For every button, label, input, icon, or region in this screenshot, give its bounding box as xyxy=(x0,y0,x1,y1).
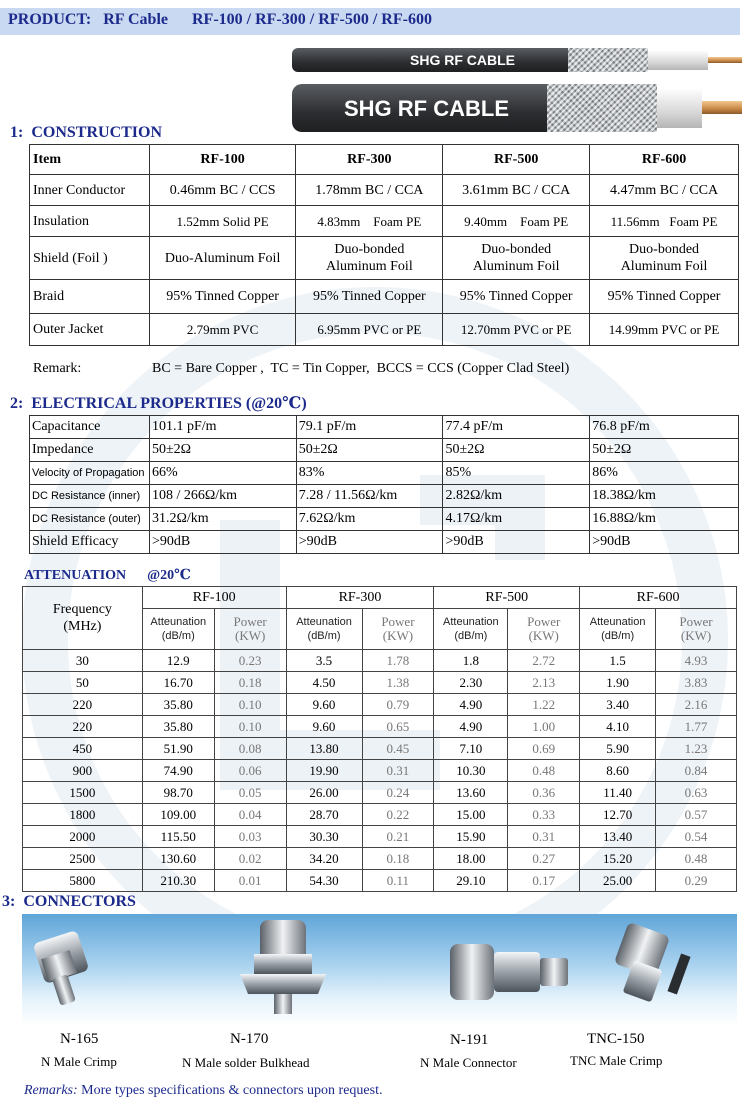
power-cell: 1.78 xyxy=(362,650,434,672)
attenuation-cell: 25.00 xyxy=(580,870,656,892)
frequency-cell: 450 xyxy=(23,738,143,760)
model-header: RF-600 xyxy=(580,587,737,609)
attenuation-cell: 30.30 xyxy=(286,826,362,848)
power-cell: 0.31 xyxy=(508,826,580,848)
header-cell: RF-500 xyxy=(443,145,590,175)
power-cell: 0.05 xyxy=(214,782,286,804)
table-cell: 95% Tinned Copper xyxy=(590,280,739,314)
attenuation-cell: 51.90 xyxy=(142,738,214,760)
table-row xyxy=(23,826,737,848)
header-cell: RF-300 xyxy=(296,145,443,175)
attenuation-cell: 5.90 xyxy=(580,738,656,760)
table-cell: 7.62Ω/km xyxy=(296,508,443,531)
row-label: Capacitance xyxy=(30,416,150,439)
attenuation-cell: 13.80 xyxy=(286,738,362,760)
connector-n165-icon xyxy=(33,930,90,1006)
connector-code: N-170 xyxy=(230,1031,269,1047)
row-label: Braid xyxy=(30,280,150,314)
table-cell: 4.47mm BC / CCA xyxy=(590,175,739,206)
attenuation-cell: 3.5 xyxy=(286,650,362,672)
attenuation-cell: 130.60 xyxy=(142,848,214,870)
power-cell: 0.18 xyxy=(362,848,434,870)
table-cell: 77.4 pF/m xyxy=(443,416,590,439)
attenuation-subheader xyxy=(142,609,214,650)
attenuation-cell: 16.70 xyxy=(142,672,214,694)
power-cell: 1.23 xyxy=(656,738,737,760)
frequency-label: Frequency xyxy=(52,602,112,617)
frequency-cell: 220 xyxy=(23,694,143,716)
row-label: Insulation xyxy=(30,206,150,237)
attenuation-subheader xyxy=(580,609,656,650)
table-cell: 16.88Ω/km xyxy=(590,508,739,531)
table-cell: Duo-Aluminum Foil xyxy=(149,237,296,280)
remark-text: BC = Bare Copper , TC = Tin Copper, BCCS = CCS (Copper Clad Steel) xyxy=(152,361,570,376)
power-cell: 0.01 xyxy=(214,870,286,892)
attenuation-cell: 1.90 xyxy=(580,672,656,694)
att-unit: (dB/m) xyxy=(161,630,195,642)
table-row xyxy=(23,672,737,694)
table-row xyxy=(23,782,737,804)
power-cell: 0.57 xyxy=(656,804,737,826)
attenuation-table xyxy=(22,586,737,892)
row-label: Velocity of Propagation xyxy=(30,462,150,485)
attenuation-subheader xyxy=(286,609,362,650)
att-label: Atteunation xyxy=(150,616,207,628)
attenuation-cell: 19.90 xyxy=(286,760,362,782)
connector-n191-icon xyxy=(450,944,568,1000)
table-cell: 79.1 pF/m xyxy=(296,416,443,439)
table-row xyxy=(23,738,737,760)
attenuation-cell: 3.40 xyxy=(580,694,656,716)
attenuation-cell: 15.90 xyxy=(434,826,508,848)
att-label: Atteunation xyxy=(589,616,646,628)
table-cell: >90dB xyxy=(296,531,443,554)
connectors-title: 3: CONNECTORS xyxy=(2,893,136,910)
header-cell: RF-100 xyxy=(149,145,296,175)
power-cell: 4.93 xyxy=(656,650,737,672)
connector-tnc150-icon xyxy=(614,922,691,1003)
attenuation-cell: 28.70 xyxy=(286,804,362,826)
power-cell: 0.33 xyxy=(508,804,580,826)
power-cell: 0.17 xyxy=(508,870,580,892)
power-cell: 0.03 xyxy=(214,826,286,848)
remark-label: Remark: xyxy=(33,361,82,376)
table-row xyxy=(23,716,737,738)
pow-unit: (KW) xyxy=(680,628,712,643)
att-unit: (dB/m) xyxy=(307,630,341,642)
table-cell: 6.95mm PVC or PE xyxy=(296,314,443,346)
power-cell: 0.65 xyxy=(362,716,434,738)
power-cell: 0.31 xyxy=(362,760,434,782)
attenuation-cell: 74.90 xyxy=(142,760,214,782)
power-cell: 0.18 xyxy=(214,672,286,694)
attenuation-cell: 13.40 xyxy=(580,826,656,848)
row-label: Outer Jacket xyxy=(30,314,150,346)
table-cell: Duo-bonded Aluminum Foil xyxy=(443,237,590,280)
power-subheader xyxy=(214,609,286,650)
construction-title: 1: CONSTRUCTION xyxy=(10,124,163,141)
table-cell: >90dB xyxy=(590,531,739,554)
attenuation-cell: 4.90 xyxy=(434,716,508,738)
table-row xyxy=(30,206,739,237)
connector-desc: N Male solder Bulkhead xyxy=(182,1055,310,1070)
connectors-image xyxy=(22,914,737,1026)
frequency-header xyxy=(23,587,143,650)
table-cell: Duo-bonded Aluminum Foil xyxy=(590,237,739,280)
row-label: Impedance xyxy=(30,439,150,462)
power-cell: 2.72 xyxy=(508,650,580,672)
attenuation-cell: 10.30 xyxy=(434,760,508,782)
table-cell: 95% Tinned Copper xyxy=(296,280,443,314)
attenuation-title: ATTENUATION @20℃ xyxy=(24,568,191,583)
table-cell: 4.83mm Foam PE xyxy=(296,206,443,237)
power-cell: 0.84 xyxy=(656,760,737,782)
pow-unit: (KW) xyxy=(382,628,414,643)
power-cell: 0.02 xyxy=(214,848,286,870)
table-cell: 11.56mm Foam PE xyxy=(590,206,739,237)
attenuation-cell: 98.70 xyxy=(142,782,214,804)
att-label: Atteunation xyxy=(296,616,352,628)
attenuation-cell: 1.8 xyxy=(434,650,508,672)
power-cell: 0.79 xyxy=(362,694,434,716)
table-cell: >90dB xyxy=(149,531,296,554)
table-row xyxy=(30,416,739,439)
footer-remarks-text: More types specifications & connectors upon request. xyxy=(81,1083,383,1098)
table-cell: 4.17Ω/km xyxy=(443,508,590,531)
pow-unit: (KW) xyxy=(234,628,266,643)
table-cell: 0.46mm BC / CCS xyxy=(149,175,296,206)
power-cell: 3.83 xyxy=(656,672,737,694)
row-label: Shield (Foil ) xyxy=(30,237,150,280)
power-cell: 0.27 xyxy=(508,848,580,870)
table-cell: 2.82Ω/km xyxy=(443,485,590,508)
table-cell: 76.8 pF/m xyxy=(590,416,739,439)
power-cell: 0.04 xyxy=(214,804,286,826)
attenuation-cell: 54.30 xyxy=(286,870,362,892)
footer-remarks xyxy=(24,1083,382,1099)
table-cell: >90dB xyxy=(443,531,590,554)
pow-unit: (KW) xyxy=(528,628,559,643)
footer-remarks-label: Remarks: xyxy=(24,1083,78,1098)
table-cell: 7.28 / 11.56Ω/km xyxy=(296,485,443,508)
model-header: RF-500 xyxy=(434,587,580,609)
header-cell: RF-600 xyxy=(590,145,739,175)
attenuation-cell: 210.30 xyxy=(142,870,214,892)
table-cell: 95% Tinned Copper xyxy=(149,280,296,314)
table-cell: 66% xyxy=(149,462,296,485)
power-cell: 0.48 xyxy=(656,848,737,870)
attenuation-cell: 4.10 xyxy=(580,716,656,738)
frequency-cell: 30 xyxy=(23,650,143,672)
frequency-cell: 1800 xyxy=(23,804,143,826)
attenuation-cell: 34.20 xyxy=(286,848,362,870)
attenuation-cell: 9.60 xyxy=(286,694,362,716)
row-label: Inner Conductor xyxy=(30,175,150,206)
table-cell: 2.79mm PVC xyxy=(149,314,296,346)
power-cell: 1.00 xyxy=(508,716,580,738)
attenuation-cell: 4.90 xyxy=(434,694,508,716)
pow-label: Power xyxy=(527,614,561,629)
table-row xyxy=(23,760,737,782)
table-row xyxy=(30,485,739,508)
power-cell: 0.11 xyxy=(362,870,434,892)
pow-label: Power xyxy=(381,614,415,629)
attenuation-cell: 15.20 xyxy=(580,848,656,870)
construction-table xyxy=(29,144,739,346)
attenuation-cell: 7.10 xyxy=(434,738,508,760)
table-cell: 50±2Ω xyxy=(590,439,739,462)
attenuation-subheader xyxy=(434,609,508,650)
attenuation-cell: 4.50 xyxy=(286,672,362,694)
table-cell: 86% xyxy=(590,462,739,485)
table-row xyxy=(30,175,739,206)
frequency-cell: 1500 xyxy=(23,782,143,804)
table-row xyxy=(30,531,739,554)
attenuation-cell: 11.40 xyxy=(580,782,656,804)
cable-image-small xyxy=(292,48,742,74)
frequency-cell: 2500 xyxy=(23,848,143,870)
power-cell: 0.63 xyxy=(656,782,737,804)
power-cell: 2.16 xyxy=(656,694,737,716)
table-cell: 95% Tinned Copper xyxy=(443,280,590,314)
header-cell: Item xyxy=(30,145,150,175)
cable-print-small: SHG RF CABLE xyxy=(410,52,515,68)
power-cell: 0.22 xyxy=(362,804,434,826)
power-subheader xyxy=(656,609,737,650)
frequency-cell: 220 xyxy=(23,716,143,738)
connector-n170-icon xyxy=(240,920,326,1014)
attenuation-cell: 1.5 xyxy=(580,650,656,672)
power-cell: 0.69 xyxy=(508,738,580,760)
cable-image-large xyxy=(292,84,742,134)
table-cell: 85% xyxy=(443,462,590,485)
table-row xyxy=(30,280,739,314)
table-cell: 101.1 pF/m xyxy=(149,416,296,439)
power-cell: 2.13 xyxy=(508,672,580,694)
table-row xyxy=(23,848,737,870)
table-row xyxy=(23,694,737,716)
power-cell: 0.06 xyxy=(214,760,286,782)
frequency-cell: 900 xyxy=(23,760,143,782)
product-title: PRODUCT: RF Cable RF-100 / RF-300 / RF-500 / RF-600 xyxy=(8,11,432,28)
power-cell: 0.23 xyxy=(214,650,286,672)
power-cell: 1.22 xyxy=(508,694,580,716)
frequency-cell: 5800 xyxy=(23,870,143,892)
attenuation-cell: 8.60 xyxy=(580,760,656,782)
attenuation-cell: 2.30 xyxy=(434,672,508,694)
power-subheader xyxy=(362,609,434,650)
table-row xyxy=(30,462,739,485)
attenuation-cell: 26.00 xyxy=(286,782,362,804)
attenuation-cell: 109.00 xyxy=(142,804,214,826)
row-label: DC Resistance (outer) xyxy=(30,508,150,531)
power-cell: 0.24 xyxy=(362,782,434,804)
table-cell: 1.52mm Solid PE xyxy=(149,206,296,237)
frequency-unit: (MHz) xyxy=(63,619,102,634)
table-cell: 12.70mm PVC or PE xyxy=(443,314,590,346)
power-subheader xyxy=(508,609,580,650)
power-cell: 0.21 xyxy=(362,826,434,848)
pow-label: Power xyxy=(233,614,267,629)
table-cell: 3.61mm BC / CCA xyxy=(443,175,590,206)
table-cell: 108 / 266Ω/km xyxy=(149,485,296,508)
att-label: Atteunation xyxy=(443,616,499,628)
table-cell: 50±2Ω xyxy=(443,439,590,462)
power-cell: 0.08 xyxy=(214,738,286,760)
table-row xyxy=(30,508,739,531)
table-cell: 14.99mm PVC or PE xyxy=(590,314,739,346)
table-row xyxy=(23,804,737,826)
electrical-table xyxy=(29,415,739,554)
attenuation-cell: 13.60 xyxy=(434,782,508,804)
attenuation-cell: 12.70 xyxy=(580,804,656,826)
table-row xyxy=(23,870,737,892)
table-row xyxy=(30,237,739,280)
table-row xyxy=(30,439,739,462)
table-row xyxy=(23,650,737,672)
model-header: RF-100 xyxy=(142,587,286,609)
table-cell: 31.2Ω/km xyxy=(149,508,296,531)
table-cell: 50±2Ω xyxy=(149,439,296,462)
power-cell: 1.38 xyxy=(362,672,434,694)
power-cell: 0.10 xyxy=(214,694,286,716)
pow-label: Power xyxy=(679,614,713,629)
attenuation-cell: 15.00 xyxy=(434,804,508,826)
connector-code: TNC-150 xyxy=(587,1031,645,1047)
table-cell: 9.40mm Foam PE xyxy=(443,206,590,237)
table-cell: 18.38Ω/km xyxy=(590,485,739,508)
model-header-row xyxy=(23,587,737,609)
row-label: DC Resistance (inner) xyxy=(30,485,150,508)
connector-code: N-165 xyxy=(60,1031,99,1047)
model-header: RF-300 xyxy=(286,587,434,609)
attenuation-cell: 35.80 xyxy=(142,694,214,716)
electrical-title: 2: ELECTRICAL PROPERTIES (@20℃) xyxy=(10,395,307,412)
attenuation-cell: 9.60 xyxy=(286,716,362,738)
power-cell: 0.10 xyxy=(214,716,286,738)
row-label: Shield Efficacy xyxy=(30,531,150,554)
attenuation-cell: 18.00 xyxy=(434,848,508,870)
table-cell: 1.78mm BC / CCA xyxy=(296,175,443,206)
power-cell: 0.29 xyxy=(656,870,737,892)
table-cell: 50±2Ω xyxy=(296,439,443,462)
frequency-cell: 2000 xyxy=(23,826,143,848)
construction-header-row xyxy=(30,145,739,175)
connector-desc: TNC Male Crimp xyxy=(570,1053,663,1068)
attenuation-body xyxy=(23,650,737,892)
attenuation-cell: 115.50 xyxy=(142,826,214,848)
power-cell: 0.48 xyxy=(508,760,580,782)
attenuation-cell: 29.10 xyxy=(434,870,508,892)
cable-print-large: SHG RF CABLE xyxy=(344,96,509,121)
connector-desc: N Male Crimp xyxy=(41,1054,117,1069)
power-cell: 1.77 xyxy=(656,716,737,738)
table-cell: 83% xyxy=(296,462,443,485)
connector-desc: N Male Connector xyxy=(420,1055,517,1070)
att-unit: (dB/m) xyxy=(601,630,635,642)
attenuation-cell: 12.9 xyxy=(142,650,214,672)
connector-code: N-191 xyxy=(450,1032,489,1048)
power-cell: 0.36 xyxy=(508,782,580,804)
table-row xyxy=(30,314,739,346)
power-cell: 0.54 xyxy=(656,826,737,848)
frequency-cell: 50 xyxy=(23,672,143,694)
power-cell: 0.45 xyxy=(362,738,434,760)
att-unit: (dB/m) xyxy=(454,630,488,642)
table-cell: Duo-bonded Aluminum Foil xyxy=(296,237,443,280)
attenuation-cell: 35.80 xyxy=(142,716,214,738)
